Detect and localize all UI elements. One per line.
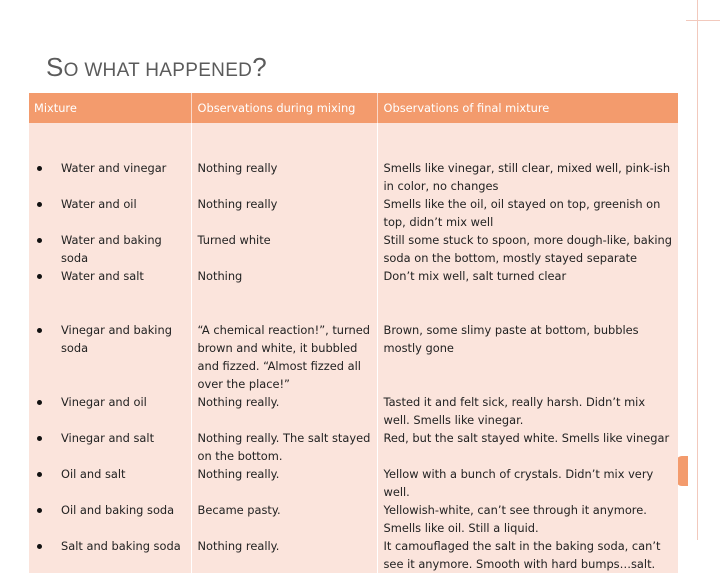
during-text: Nothing really. — [197, 467, 280, 481]
list-item — [35, 537, 185, 573]
during-text: Nothing really. The salt stayed on the bottom. — [197, 431, 371, 463]
header-during-mixing: Observations during mixing — [191, 93, 377, 123]
during-text: Nothing really — [197, 161, 278, 175]
list-item — [35, 231, 185, 267]
table-row — [29, 123, 678, 573]
final-text: Still some stuck to spoon, more dough-like, baking soda on the bottom, mostly stayed separate — [383, 233, 672, 265]
final-text: Yellowish-white, can’t see through it anymore. Smells like oil. Still a liquid. — [383, 503, 647, 535]
list-item — [35, 159, 185, 195]
bullet-icon — [37, 238, 42, 243]
list-item — [35, 501, 185, 537]
list-item — [35, 267, 185, 321]
slide-title — [46, 52, 267, 83]
mixture-label: Vinegar and baking soda — [61, 323, 172, 355]
final-text: Yellow with a bunch of crystals. Didn’t mix very well. — [383, 467, 654, 499]
header-mixture: Mixture — [29, 93, 191, 123]
header-final-mixture: Observations of final mixture — [377, 93, 678, 123]
during-text: Nothing — [197, 269, 243, 283]
final-text: Tasted it and felt sick, really harsh. Didn’t mix well. Smells like vinegar. — [383, 395, 646, 427]
mixture-label: Water and oil — [61, 197, 137, 211]
decorative-vertical-line — [697, 0, 698, 540]
bullet-icon — [37, 544, 42, 549]
bullet-icon — [37, 400, 42, 405]
final-text: Don’t mix well, salt turned clear — [383, 269, 567, 283]
mixture-label: Salt and baking soda — [61, 539, 181, 553]
mixture-label: Oil and salt — [61, 467, 126, 481]
table-header-row — [29, 93, 678, 123]
mixture-label: Water and vinegar — [61, 161, 167, 175]
final-text: Smells like the oil, oil stayed on top, greenish on top, didn’t mix well — [383, 197, 661, 229]
during-text: Nothing really — [197, 197, 278, 211]
observations-table — [29, 93, 678, 573]
final-text: Smells like vinegar, still clear, mixed well, pink-ish in color, no changes — [383, 161, 671, 193]
bullet-icon — [37, 472, 42, 477]
bullet-icon — [37, 274, 42, 279]
during-text: Nothing really. — [197, 539, 280, 553]
during-text: Turned white — [197, 233, 271, 247]
during-text: “A chemical reaction!”, turned brown and white, it bubbled and fizzed. “Almost fizzed all over the place!” — [197, 323, 370, 391]
title-initial: S — [46, 52, 64, 82]
bullet-icon — [37, 508, 42, 513]
decorative-horizontal-line — [686, 20, 720, 21]
list-item — [35, 195, 185, 231]
final-text: Red, but the salt stayed white. Smells like vinegar — [383, 431, 670, 445]
title-rest: O WHAT HAPPENED — [63, 60, 253, 81]
during-text: Became pasty. — [197, 503, 281, 517]
during-column — [191, 123, 377, 573]
during-text: Nothing really. — [197, 395, 280, 409]
title-question-mark: ? — [252, 52, 267, 82]
mixture-column — [29, 123, 191, 573]
mixture-label: Water and baking soda — [61, 233, 162, 265]
mixture-label: Vinegar and salt — [61, 431, 155, 445]
list-item — [35, 393, 185, 429]
final-column — [377, 123, 678, 573]
list-item — [35, 321, 185, 393]
final-text: It camouflaged the salt in the baking soda, can’t see it anymore. Smooth with hard bumps…salt. — [383, 539, 661, 571]
bullet-icon — [37, 202, 42, 207]
bullet-icon — [37, 166, 42, 171]
final-text: Brown, some slimy paste at bottom, bubbles mostly gone — [383, 323, 639, 355]
mixture-label: Water and salt — [61, 269, 144, 283]
list-item — [35, 465, 185, 501]
mixture-label: Vinegar and oil — [61, 395, 147, 409]
list-item — [35, 429, 185, 465]
bullet-icon — [37, 436, 42, 441]
mixture-label: Oil and baking soda — [61, 503, 175, 517]
bullet-icon — [37, 328, 42, 333]
